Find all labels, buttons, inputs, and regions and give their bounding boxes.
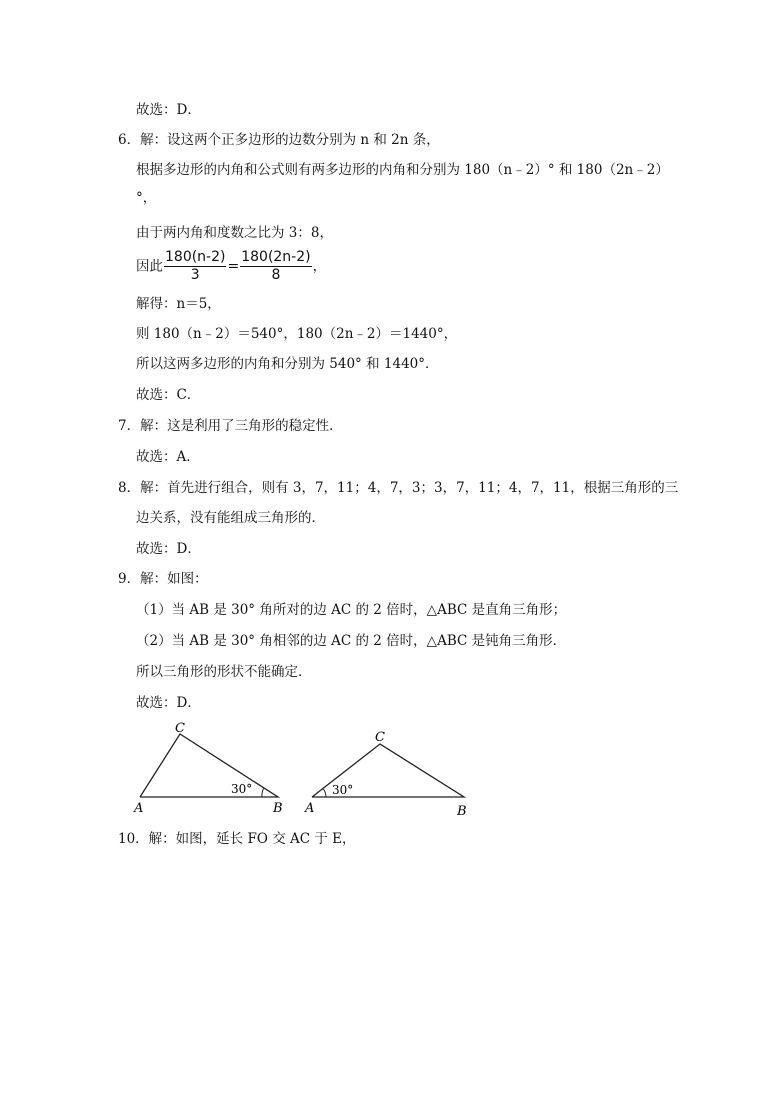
solution-10-line-1: 10．解：如图，延长 FO 交 AC 于 E， — [118, 831, 356, 847]
figure2-label-a: A — [305, 801, 315, 816]
figure2-label-c: C — [375, 730, 385, 745]
solution-8-line-2: 边关系，没有能组成三角形的． — [136, 510, 325, 526]
solution-8-line-1: 8．解：首先进行组合，则有 3，7，11；4，7，3；3，7，11；4，7，11，根据三角形的三 — [118, 480, 679, 496]
solution-7-line-1: 7．解：这是利用了三角形的稳定性． — [118, 418, 343, 434]
solution-9-line-2: （1）当 AB 是 30° 角所对的边 AC 的 2 倍时，△ABC 是直角三角形； — [136, 602, 567, 618]
equation-prefix: 因此 — [136, 258, 163, 275]
solution-6-line-2: 根据多边形的内角和公式则有两多边形的内角和分别为 180（n﹣2）° 和 180（2n﹣2） — [136, 162, 669, 178]
fraction-right — [240, 249, 311, 284]
figure2-label-b: B — [457, 804, 467, 819]
fraction-right-denominator: 8 — [271, 267, 281, 283]
answer-line-5: 故选：D． — [136, 102, 201, 118]
answer-line-6: 故选：C． — [136, 387, 201, 403]
figure2-angle-label: 30° — [332, 783, 354, 797]
answer-line-9: 故选：D． — [136, 695, 201, 711]
solution-6-line-4: 由于两内角和度数之比为 3：8， — [136, 225, 333, 241]
figure1-label-a: A — [134, 801, 144, 814]
fraction-left-denominator: 3 — [190, 267, 200, 283]
solution-6-line-7: 则 180（n﹣2）＝540°，180（2n﹣2）＝1440°， — [136, 326, 458, 342]
solution-9-line-4: 所以三角形的形状不能确定． — [136, 664, 312, 680]
equation-suffix: ， — [312, 258, 327, 275]
figure1-angle-label: 30° — [231, 782, 253, 796]
answer-line-8: 故选：D． — [136, 541, 201, 557]
solution-6-line-8: 所以这两多边形的内角和分别为 540° 和 1440°． — [136, 356, 439, 372]
equals-sign: = — [227, 258, 240, 275]
solution-9-line-1: 9．解：如图： — [118, 571, 208, 587]
figure1-label-c: C — [175, 721, 185, 736]
triangle-figure-2 — [302, 727, 472, 821]
figure1-label-b: B — [273, 801, 283, 814]
answer-line-7: 故选：A． — [136, 449, 200, 465]
fraction-left — [164, 249, 226, 284]
fraction-left-numerator: 180(n-2) — [165, 249, 226, 265]
solution-6-line-6: 解得：n＝5， — [136, 296, 221, 312]
solution-6-line-3: °， — [136, 190, 157, 206]
solution-6-equation — [136, 249, 326, 284]
solution-9-line-3: （2）当 AB 是 30° 角相邻的边 AC 的 2 倍时，△ABC 是钝角三角形． — [136, 633, 567, 649]
fraction-right-numerator: 180(2n-2) — [241, 249, 311, 265]
triangle-figure-1 — [130, 718, 295, 814]
solution-6-line-1: 6．解：设这两个正多边形的边数分别为 n 和 2n 条， — [118, 132, 440, 148]
